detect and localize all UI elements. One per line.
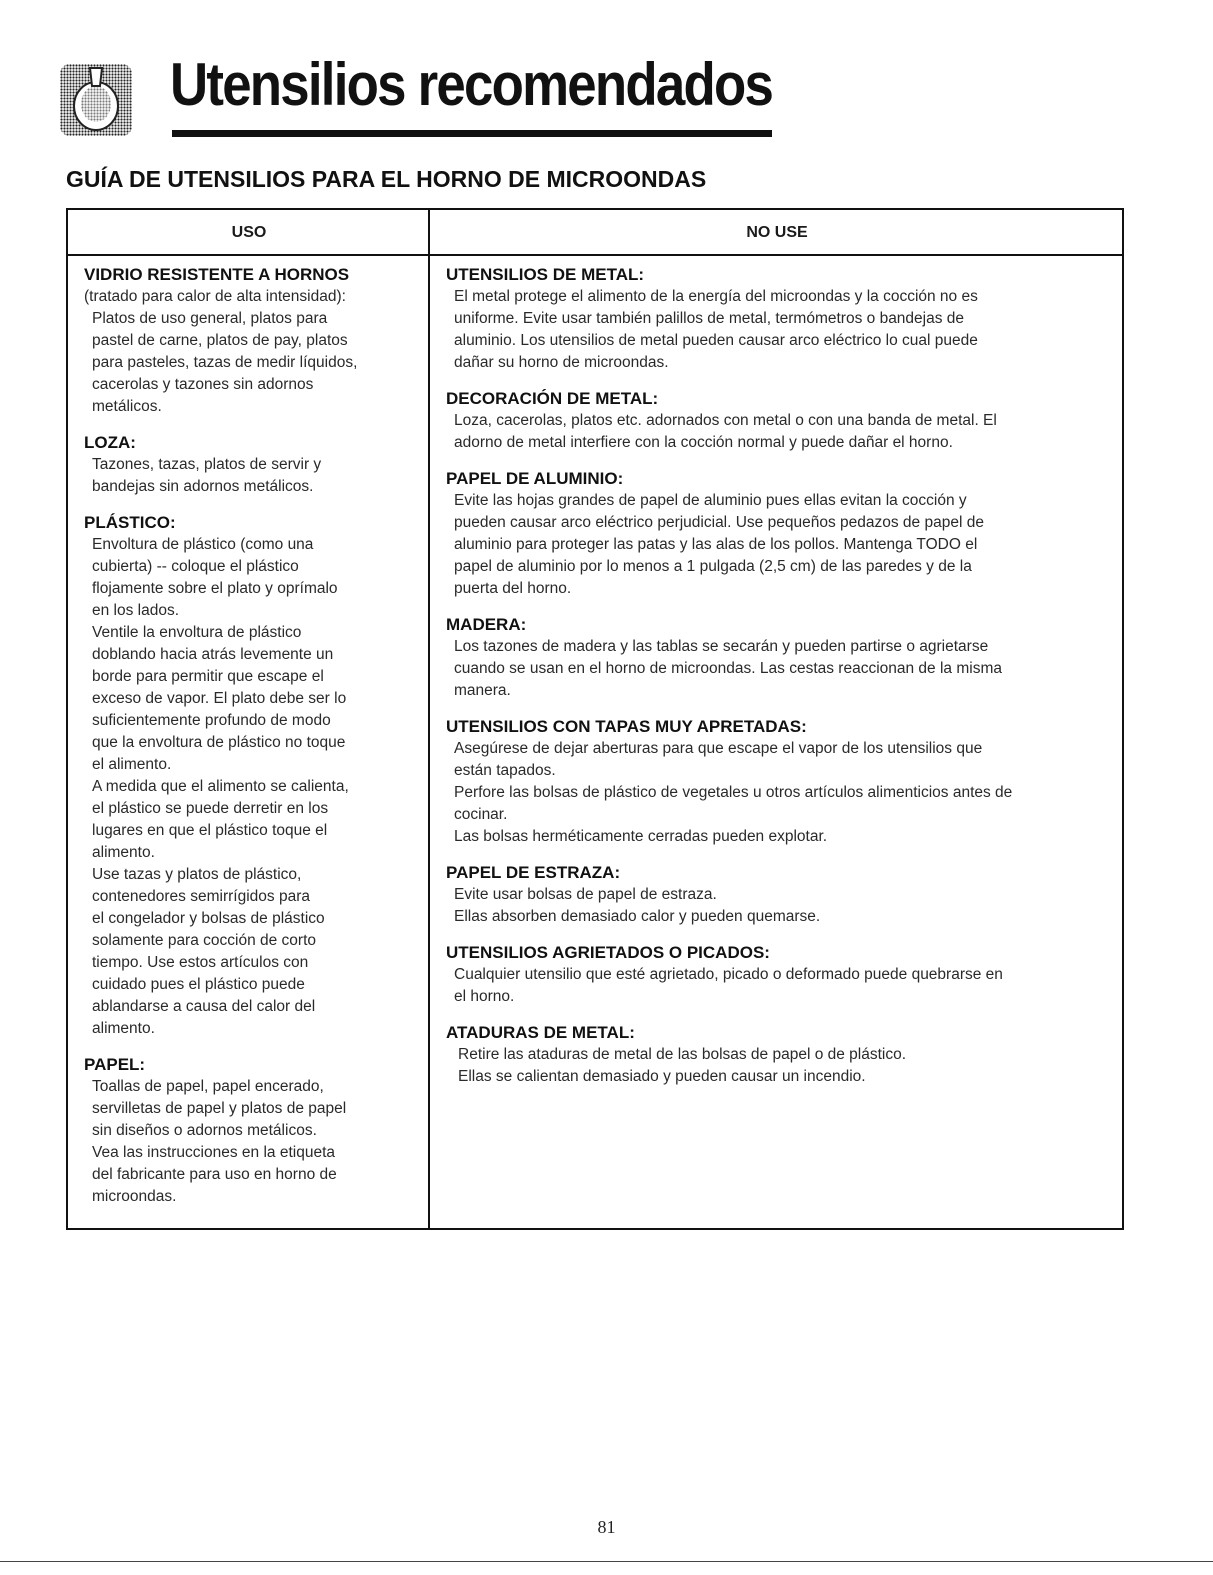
uso-item bbox=[84, 432, 420, 498]
no-use-item-line: adorno de metal interfiere con la cocción normal y puede dañar el horno. bbox=[454, 434, 953, 451]
uso-item-line: pastel de carne, platos de pay, platos bbox=[92, 332, 348, 349]
no-use-item bbox=[446, 468, 1110, 600]
uso-column-header: USO bbox=[68, 210, 430, 256]
uso-item-line: metálicos. bbox=[92, 398, 162, 415]
no-use-item-title: UTENSILIOS CON TAPAS MUY APRETADAS: bbox=[446, 717, 807, 736]
uso-item bbox=[84, 1054, 420, 1208]
no-use-item-line: están tapados. bbox=[454, 762, 556, 779]
no-use-item-line: cocinar. bbox=[454, 806, 508, 823]
uso-item-line: Platos de uso general, platos para bbox=[92, 310, 328, 327]
uso-item-line: del fabricante para uso en horno de bbox=[92, 1166, 337, 1183]
no-use-item-line: aluminio para proteger las patas y las alas de los pollos. Mantenga TODO el bbox=[454, 536, 978, 553]
uso-item-title: LOZA: bbox=[84, 433, 136, 452]
uso-item-line: para pasteles, tazas de medir líquidos, bbox=[92, 354, 358, 371]
no-use-item bbox=[446, 614, 1110, 702]
uso-item-line: Vea las instrucciones en la etiqueta bbox=[92, 1144, 335, 1161]
uso-item-line: A medida que el alimento se calienta, bbox=[92, 778, 349, 795]
uso-item-line: Toallas de papel, papel encerado, bbox=[92, 1078, 324, 1095]
no-use-item-title: UTENSILIOS DE METAL: bbox=[446, 265, 645, 284]
uso-item-line: ablandarse a causa del calor del bbox=[92, 998, 316, 1015]
no-use-item-line: papel de aluminio por lo menos a 1 pulgada (2,5 cm) de las paredes y de la bbox=[454, 558, 972, 575]
no-use-item-line: pueden causar arco eléctrico perjudicial. Use pequeños pedazos de papel de bbox=[454, 514, 984, 531]
no-use-item bbox=[446, 264, 1110, 374]
no-use-item-title: PAPEL DE ESTRAZA: bbox=[446, 863, 621, 882]
no-use-item-line: el horno. bbox=[454, 988, 515, 1005]
no-use-item bbox=[446, 1022, 1110, 1088]
no-use-item-line: Ellas absorben demasiado calor y pueden quemarse. bbox=[454, 908, 821, 925]
uso-item-line: el alimento. bbox=[92, 756, 172, 773]
no-use-item-line: El metal protege el alimento de la energía del microondas y la cocción no es bbox=[454, 288, 978, 305]
column-divider bbox=[428, 210, 430, 1228]
uso-item-line: exceso de vapor. El plato debe ser lo bbox=[92, 690, 347, 707]
utensil-guide-table bbox=[66, 208, 1124, 1230]
no-use-item-line: Evite usar bolsas de papel de estraza. bbox=[454, 886, 717, 903]
title-underline bbox=[172, 130, 772, 137]
uso-item-line: flojamente sobre el plato y oprímalo bbox=[92, 580, 338, 597]
uso-item-line: Ventile la envoltura de plástico bbox=[92, 624, 302, 641]
uso-item-title: PAPEL: bbox=[84, 1055, 146, 1074]
no-use-item-line: Loza, cacerolas, platos etc. adornados con metal o con una banda de metal. El bbox=[454, 412, 997, 429]
no-use-item-line: Evite las hojas grandes de papel de aluminio pues ellas evitan la cocción y bbox=[454, 492, 967, 509]
uso-item-line: Tazones, tazas, platos de servir y bbox=[92, 456, 322, 473]
bottom-rule bbox=[0, 1561, 1213, 1562]
uso-item-line: el congelador y bolsas de plástico bbox=[92, 910, 325, 927]
no-use-item-line: aluminio. Los utensilios de metal pueden causar arco eléctrico lo cual puede bbox=[454, 332, 978, 349]
no-use-item-line: dañar su horno de microondas. bbox=[454, 354, 669, 371]
page-number: 81 bbox=[597, 1517, 616, 1537]
uso-item-line: que la envoltura de plástico no toque bbox=[92, 734, 346, 751]
no-use-item bbox=[446, 388, 1110, 454]
no-use-item-line: Los tazones de madera y las tablas se secarán y pueden partirse o agrietarse bbox=[454, 638, 989, 655]
no-use-item-line: puerta del horno. bbox=[454, 580, 572, 597]
uso-item-line: microondas. bbox=[92, 1188, 177, 1205]
uso-item-line: servilletas de papel y platos de papel bbox=[92, 1100, 347, 1117]
page-header bbox=[60, 51, 773, 146]
uso-item-line: Use tazas y platos de plástico, bbox=[92, 866, 302, 883]
uso-item-line: cacerolas y tazones sin adornos bbox=[92, 376, 314, 393]
uso-item-line: cuidado pues el plástico puede bbox=[92, 976, 305, 993]
no-use-item-title: UTENSILIOS AGRIETADOS O PICADOS: bbox=[446, 943, 770, 962]
uso-item-line: el plástico se puede derretir en los bbox=[92, 800, 329, 817]
no-use-item-title: MADERA: bbox=[446, 615, 527, 634]
cookware-icon bbox=[60, 64, 132, 136]
uso-item-line: (tratado para calor de alta intensidad): bbox=[84, 288, 346, 305]
no-use-column bbox=[446, 264, 1110, 1102]
no-use-item-line: Perfore las bolsas de plástico de vegetales u otros artículos alimenticios antes de bbox=[454, 784, 1013, 801]
uso-item-line: en los lados. bbox=[92, 602, 180, 619]
section-title: GUÍA DE UTENSILIOS PARA EL HORNO DE MICROONDAS bbox=[66, 166, 707, 192]
no-use-item bbox=[446, 942, 1110, 1008]
uso-item bbox=[84, 264, 420, 418]
uso-item-line: cubierta) -- coloque el plástico bbox=[92, 558, 299, 575]
uso-item-line: tiempo. Use estos artículos con bbox=[92, 954, 309, 971]
uso-item-line: lugares en que el plástico toque el bbox=[92, 822, 328, 839]
no-use-item-title: PAPEL DE ALUMINIO: bbox=[446, 469, 624, 488]
uso-item-line: borde para permitir que escape el bbox=[92, 668, 324, 685]
no-use-item-title: ATADURAS DE METAL: bbox=[446, 1023, 635, 1042]
uso-column bbox=[84, 264, 420, 1222]
no-use-item-line: Ellas se calientan demasiado y pueden causar un incendio. bbox=[458, 1068, 866, 1085]
uso-item-line: bandejas sin adornos metálicos. bbox=[92, 478, 314, 495]
uso-item-title: PLÁSTICO: bbox=[84, 513, 176, 532]
page-title: Utensilios recomendados bbox=[170, 51, 773, 118]
no-use-item-line: Cualquier utensilio que esté agrietado, picado o deformado puede quebrarse en bbox=[454, 966, 1003, 983]
no-use-column-header: NO USE bbox=[430, 210, 1124, 256]
uso-item bbox=[84, 512, 420, 1040]
no-use-item-line: uniforme. Evite usar también palillos de metal, termómetros o bandejas de bbox=[454, 310, 965, 327]
uso-item-line: sin diseños o adornos metálicos. bbox=[92, 1122, 317, 1139]
uso-item-line: solamente para cocción de corto bbox=[92, 932, 317, 949]
no-use-item-line: Asegúrese de dejar aberturas para que escape el vapor de los utensilios que bbox=[454, 740, 983, 757]
no-use-item-line: cuando se usan en el horno de microondas. Las cestas reaccionan de la misma bbox=[454, 660, 1002, 677]
uso-item-line: doblando hacia atrás levemente un bbox=[92, 646, 334, 663]
no-use-item bbox=[446, 862, 1110, 928]
uso-item-line: suficientemente profundo de modo bbox=[92, 712, 331, 729]
uso-item-line: contenedores semirrígidos para bbox=[92, 888, 310, 905]
no-use-item-line: Las bolsas herméticamente cerradas pueden explotar. bbox=[454, 828, 828, 845]
uso-item-title: VIDRIO RESISTENTE A HORNOS bbox=[84, 265, 350, 284]
uso-item-line: Envoltura de plástico (como una bbox=[92, 536, 314, 553]
no-use-item-line: manera. bbox=[454, 682, 511, 699]
no-use-item-line: Retire las ataduras de metal de las bolsas de papel o de plástico. bbox=[458, 1046, 907, 1063]
no-use-item-title: DECORACIÓN DE METAL: bbox=[446, 389, 659, 408]
uso-item-line: alimento. bbox=[92, 1020, 155, 1037]
uso-item-line: alimento. bbox=[92, 844, 155, 861]
no-use-item bbox=[446, 716, 1110, 848]
